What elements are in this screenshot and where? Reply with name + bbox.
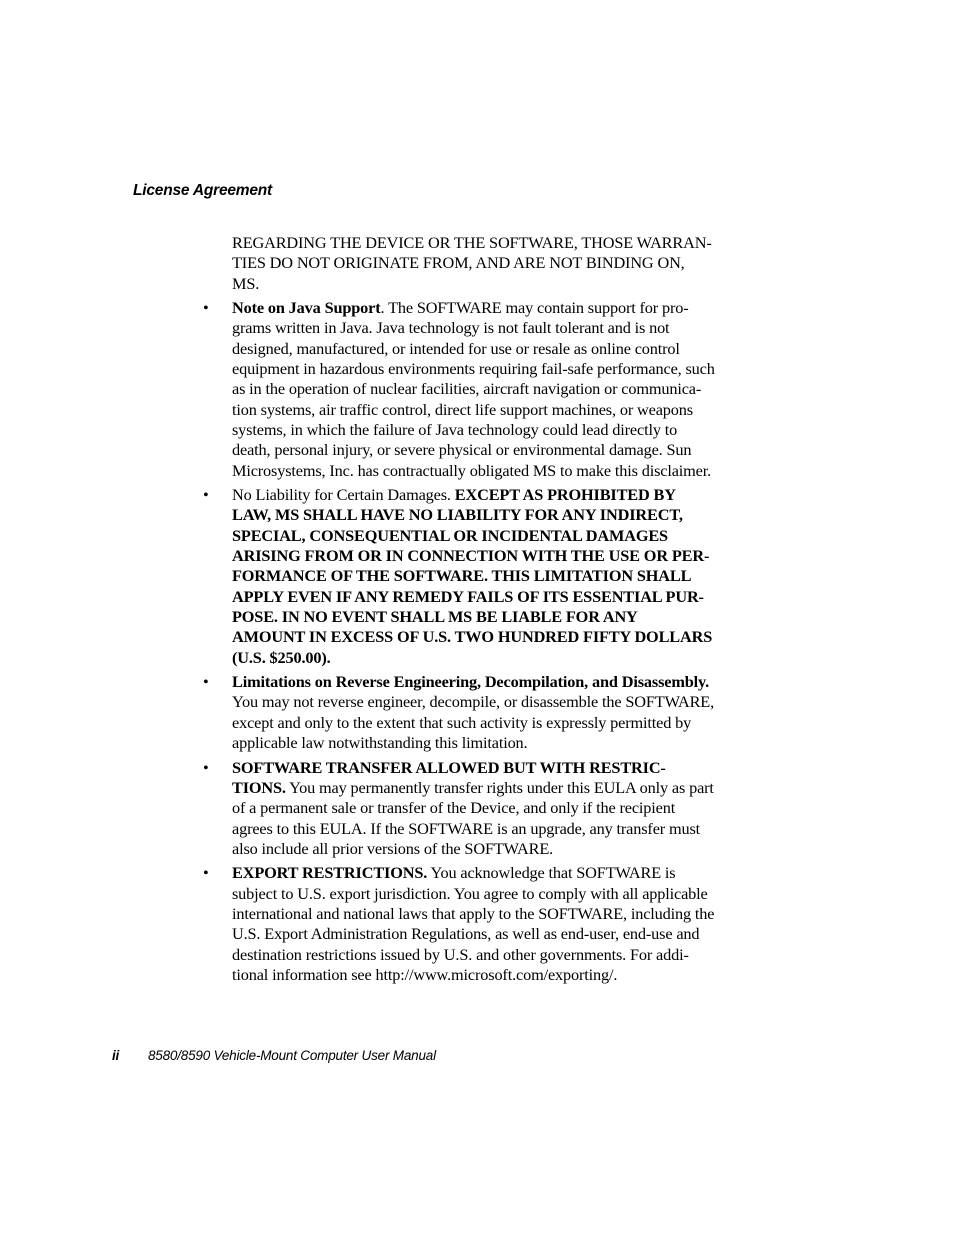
text-line: ARISING FROM OR IN CONNECTION WITH THE USE OR PER- — [232, 546, 710, 566]
software-transfer-item — [203, 757, 742, 859]
text-line: destination restrictions issued by U.S. and other governments. For addi- — [232, 944, 689, 964]
text-line: SPECIAL, CONSEQUENTIAL OR INCIDENTAL DAMAGES — [232, 525, 668, 545]
text-line: MS. — [232, 273, 260, 293]
text-line: also include all prior versions of the SOFTWARE. — [232, 838, 554, 858]
text-line: as in the operation of nuclear facilities, aircraft navigation or communica- — [232, 379, 702, 399]
text-line: Microsystems, Inc. has contractually obligated MS to make this disclaimer. — [232, 460, 712, 480]
bullet-icon: • — [203, 298, 209, 318]
text-line: agrees to this EULA. If the SOFTWARE is an upgrade, any transfer must — [232, 818, 701, 838]
no-liability-item — [203, 485, 742, 668]
java-support-item — [203, 298, 742, 481]
text-line: FORMANCE OF THE SOFTWARE. THIS LIMITATION SHALL — [232, 566, 692, 586]
text-line: tional information see http://www.microsoft.com/exporting/. — [232, 964, 618, 984]
text-line: applicable law notwithstanding this limitation. — [232, 733, 528, 753]
text-line: except and only to the extent that such activity is expressly permitted by — [232, 712, 692, 732]
license-text-body — [203, 233, 742, 989]
text-line: APPLY EVEN IF ANY REMEDY FAILS OF ITS ESSENTIAL PUR- — [232, 586, 704, 606]
text-line: Note on Java Support. The SOFTWARE may contain support for pro- — [232, 298, 689, 318]
text-line: international and national laws that apply to the SOFTWARE, including the — [232, 903, 715, 923]
java-support-heading: Note on Java Support — [232, 298, 381, 318]
software-transfer-heading: SOFTWARE TRANSFER ALLOWED BUT WITH RESTRIC- — [232, 757, 666, 777]
page-number: ii — [112, 1048, 120, 1063]
export-restrictions-heading: EXPORT RESTRICTIONS. — [232, 863, 428, 883]
text-line: subject to U.S. export jurisdiction. You agree to comply with all applicable — [232, 883, 708, 903]
no-liability-heading: No Liability for Certain Damages. — [232, 485, 455, 505]
bullet-icon: • — [203, 757, 209, 777]
reverse-engineering-item — [203, 672, 742, 753]
running-header: License Agreement — [133, 182, 273, 199]
text-line: LAW, MS SHALL HAVE NO LIABILITY FOR ANY INDIRECT, — [232, 505, 683, 525]
text-line: U.S. Export Administration Regulations, as well as end-user, end-use and — [232, 924, 700, 944]
text-line: REGARDING THE DEVICE OR THE SOFTWARE, THOSE WARRAN- — [232, 233, 712, 252]
text-line: grams written in Java. Java technology is not fault tolerant and is not — [232, 318, 670, 338]
text-line: TIONS. You may permanently transfer rights under this EULA only as part — [232, 777, 714, 797]
bullet-icon: • — [203, 485, 209, 505]
bullet-icon: • — [203, 863, 209, 883]
reverse-engineering-heading: Limitations on Reverse Engineering, Decompilation, and Disassembly. — [232, 672, 710, 692]
text-line: You may not reverse engineer, decompile, or disassemble the SOFTWARE, — [232, 692, 715, 712]
bullet-icon: • — [203, 672, 209, 692]
text-line: (U.S. $250.00). — [232, 647, 331, 667]
continuation-paragraph — [232, 233, 742, 294]
text-line: No Liability for Certain Damages. EXCEPT AS PROHIBITED BY — [232, 485, 676, 505]
text-line: POSE. IN NO EVENT SHALL MS BE LIABLE FOR ANY — [232, 606, 638, 626]
text-line: of a permanent sale or transfer of the Device, and only if the recipient — [232, 798, 676, 818]
text-line: systems, in which the failure of Java technology could lead directly to — [232, 419, 678, 439]
text-line: equipment in hazardous environments requiring fail-safe performance, such — [232, 359, 715, 379]
text-line: death, personal injury, or severe physical or environmental damage. Sun — [232, 440, 692, 460]
text-line: AMOUNT IN EXCESS OF U.S. TWO HUNDRED FIFTY DOLLARS — [232, 627, 713, 647]
export-restrictions-item — [203, 863, 742, 985]
text-line: TIES DO NOT ORIGINATE FROM, AND ARE NOT BINDING ON, — [232, 253, 685, 273]
page-footer — [112, 1048, 436, 1063]
text-line: EXPORT RESTRICTIONS. You acknowledge that SOFTWARE is — [232, 863, 676, 883]
text-line: designed, manufactured, or intended for use or resale as online control — [232, 338, 680, 358]
manual-title: 8580/8590 Vehicle-Mount Computer User Manual — [148, 1048, 436, 1063]
text-line: tion systems, air traffic control, direct life support machines, or weapons — [232, 399, 693, 419]
